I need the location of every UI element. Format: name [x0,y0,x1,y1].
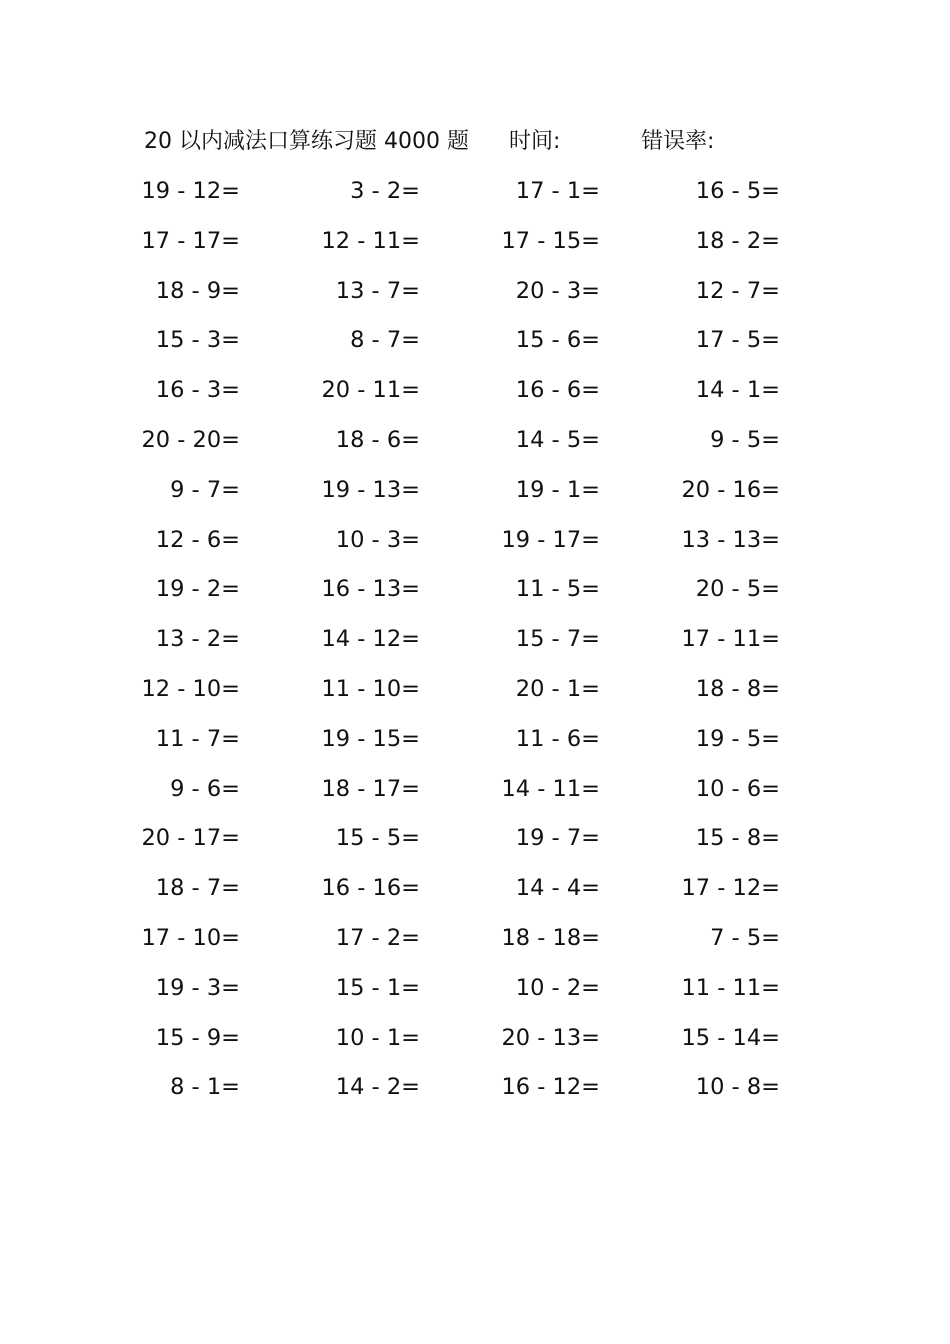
problem-row [144,1070,804,1120]
subtraction-problem: 18 - 6= [335,426,420,453]
subtraction-problem: 16 - 12= [501,1074,600,1101]
problem-row [144,1021,804,1071]
subtraction-problem: 20 - 16= [681,476,780,503]
subtraction-problem: 12 - 6= [155,526,240,553]
subtraction-problem: 20 - 11= [321,377,420,404]
subtraction-problem: 15 - 14= [681,1024,780,1051]
subtraction-problem: 18 - 17= [321,775,420,802]
subtraction-problem: 14 - 12= [321,626,420,653]
problem-row [144,622,804,672]
subtraction-problem: 18 - 18= [501,924,600,951]
problem-row [144,274,804,324]
subtraction-problem: 17 - 1= [515,178,600,204]
subtraction-problem: 9 - 7= [170,476,240,503]
problem-row [141,423,804,473]
problem-row [144,523,804,573]
worksheet-header [144,125,844,159]
subtraction-problem: 19 - 17= [501,526,600,553]
subtraction-problem: 10 - 2= [515,974,600,1001]
subtraction-problem: 20 - 20= [141,426,240,453]
subtraction-problem: 18 - 8= [695,675,780,702]
subtraction-problem: 9 - 5= [710,426,780,453]
subtraction-problem: 10 - 8= [695,1074,780,1101]
subtraction-problem: 17 - 10= [141,924,240,951]
problem-row [144,722,804,772]
problem-row [144,772,804,822]
subtraction-problem: 11 - 7= [155,725,240,752]
problem-row [144,971,804,1021]
subtraction-problem: 15 - 5= [335,825,420,852]
subtraction-problem: 18 - 9= [155,277,240,304]
problem-row [144,473,804,523]
subtraction-problem: 10 - 3= [335,526,420,553]
subtraction-problem: 19 - 15= [321,725,420,752]
subtraction-problem: 13 - 13= [681,526,780,553]
subtraction-problem: 11 - 11= [681,974,780,1001]
problem-row [144,373,804,423]
problem-row [141,672,804,722]
subtraction-problem: 16 - 16= [321,875,420,902]
subtraction-problem: 8 - 7= [350,327,420,354]
problem-row [141,174,804,224]
subtraction-problem: 12 - 7= [695,277,780,304]
worksheet-title: 20 以内减法口算练习题 4000 题 [144,129,469,154]
subtraction-problem: 15 - 3= [155,327,240,354]
subtraction-problem: 20 - 1= [515,675,600,702]
problem-grid [141,174,804,1120]
subtraction-problem: 17 - 5= [695,327,780,354]
subtraction-problem: 19 - 2= [155,576,240,603]
subtraction-problem: 10 - 1= [335,1024,420,1051]
subtraction-problem: 19 - 13= [321,476,420,503]
subtraction-problem: 10 - 6= [695,775,780,802]
subtraction-problem: 13 - 7= [335,277,420,304]
subtraction-problem: 11 - 10= [321,675,420,702]
problem-row [144,572,804,622]
subtraction-problem: 12 - 10= [141,675,240,702]
subtraction-problem: 18 - 7= [155,875,240,902]
subtraction-problem: 13 - 2= [155,626,240,653]
subtraction-problem: 11 - 6= [515,725,600,752]
subtraction-problem: 14 - 4= [515,875,600,902]
subtraction-problem: 17 - 12= [681,875,780,902]
subtraction-problem: 14 - 5= [515,426,600,453]
subtraction-problem: 14 - 1= [695,377,780,404]
subtraction-problem: 15 - 6= [515,327,600,354]
problem-row [141,821,804,871]
subtraction-problem: 19 - 12= [141,178,240,204]
subtraction-problem: 20 - 3= [515,277,600,304]
subtraction-problem: 14 - 2= [335,1074,420,1101]
subtraction-problem: 20 - 13= [501,1024,600,1051]
subtraction-problem: 19 - 3= [155,974,240,1001]
error-rate-label: 错误率: [641,129,715,154]
subtraction-problem: 17 - 2= [335,924,420,951]
subtraction-problem: 3 - 2= [350,178,420,204]
subtraction-problem: 18 - 2= [695,227,780,254]
subtraction-problem: 8 - 1= [170,1074,240,1101]
subtraction-problem: 11 - 5= [515,576,600,603]
subtraction-problem: 17 - 15= [501,227,600,254]
subtraction-problem: 16 - 3= [155,377,240,404]
subtraction-problem: 15 - 9= [155,1024,240,1051]
subtraction-problem: 15 - 7= [515,626,600,653]
time-label: 时间: [509,129,561,154]
problem-row [141,921,804,971]
subtraction-problem: 16 - 13= [321,576,420,603]
subtraction-problem: 19 - 5= [695,725,780,752]
subtraction-problem: 19 - 7= [515,825,600,852]
subtraction-problem: 19 - 1= [515,476,600,503]
subtraction-problem: 9 - 6= [170,775,240,802]
subtraction-problem: 20 - 5= [695,576,780,603]
subtraction-problem: 17 - 17= [141,227,240,254]
subtraction-problem: 15 - 8= [695,825,780,852]
subtraction-problem: 12 - 11= [321,227,420,254]
subtraction-problem: 14 - 11= [501,775,600,802]
subtraction-problem: 17 - 11= [681,626,780,653]
subtraction-problem: 16 - 5= [695,178,780,204]
problem-row [144,323,804,373]
problem-row [144,871,804,921]
subtraction-problem: 15 - 1= [335,974,420,1001]
subtraction-problem: 16 - 6= [515,377,600,404]
subtraction-problem: 20 - 17= [141,825,240,852]
problem-row [141,224,804,274]
subtraction-problem: 7 - 5= [710,924,780,951]
